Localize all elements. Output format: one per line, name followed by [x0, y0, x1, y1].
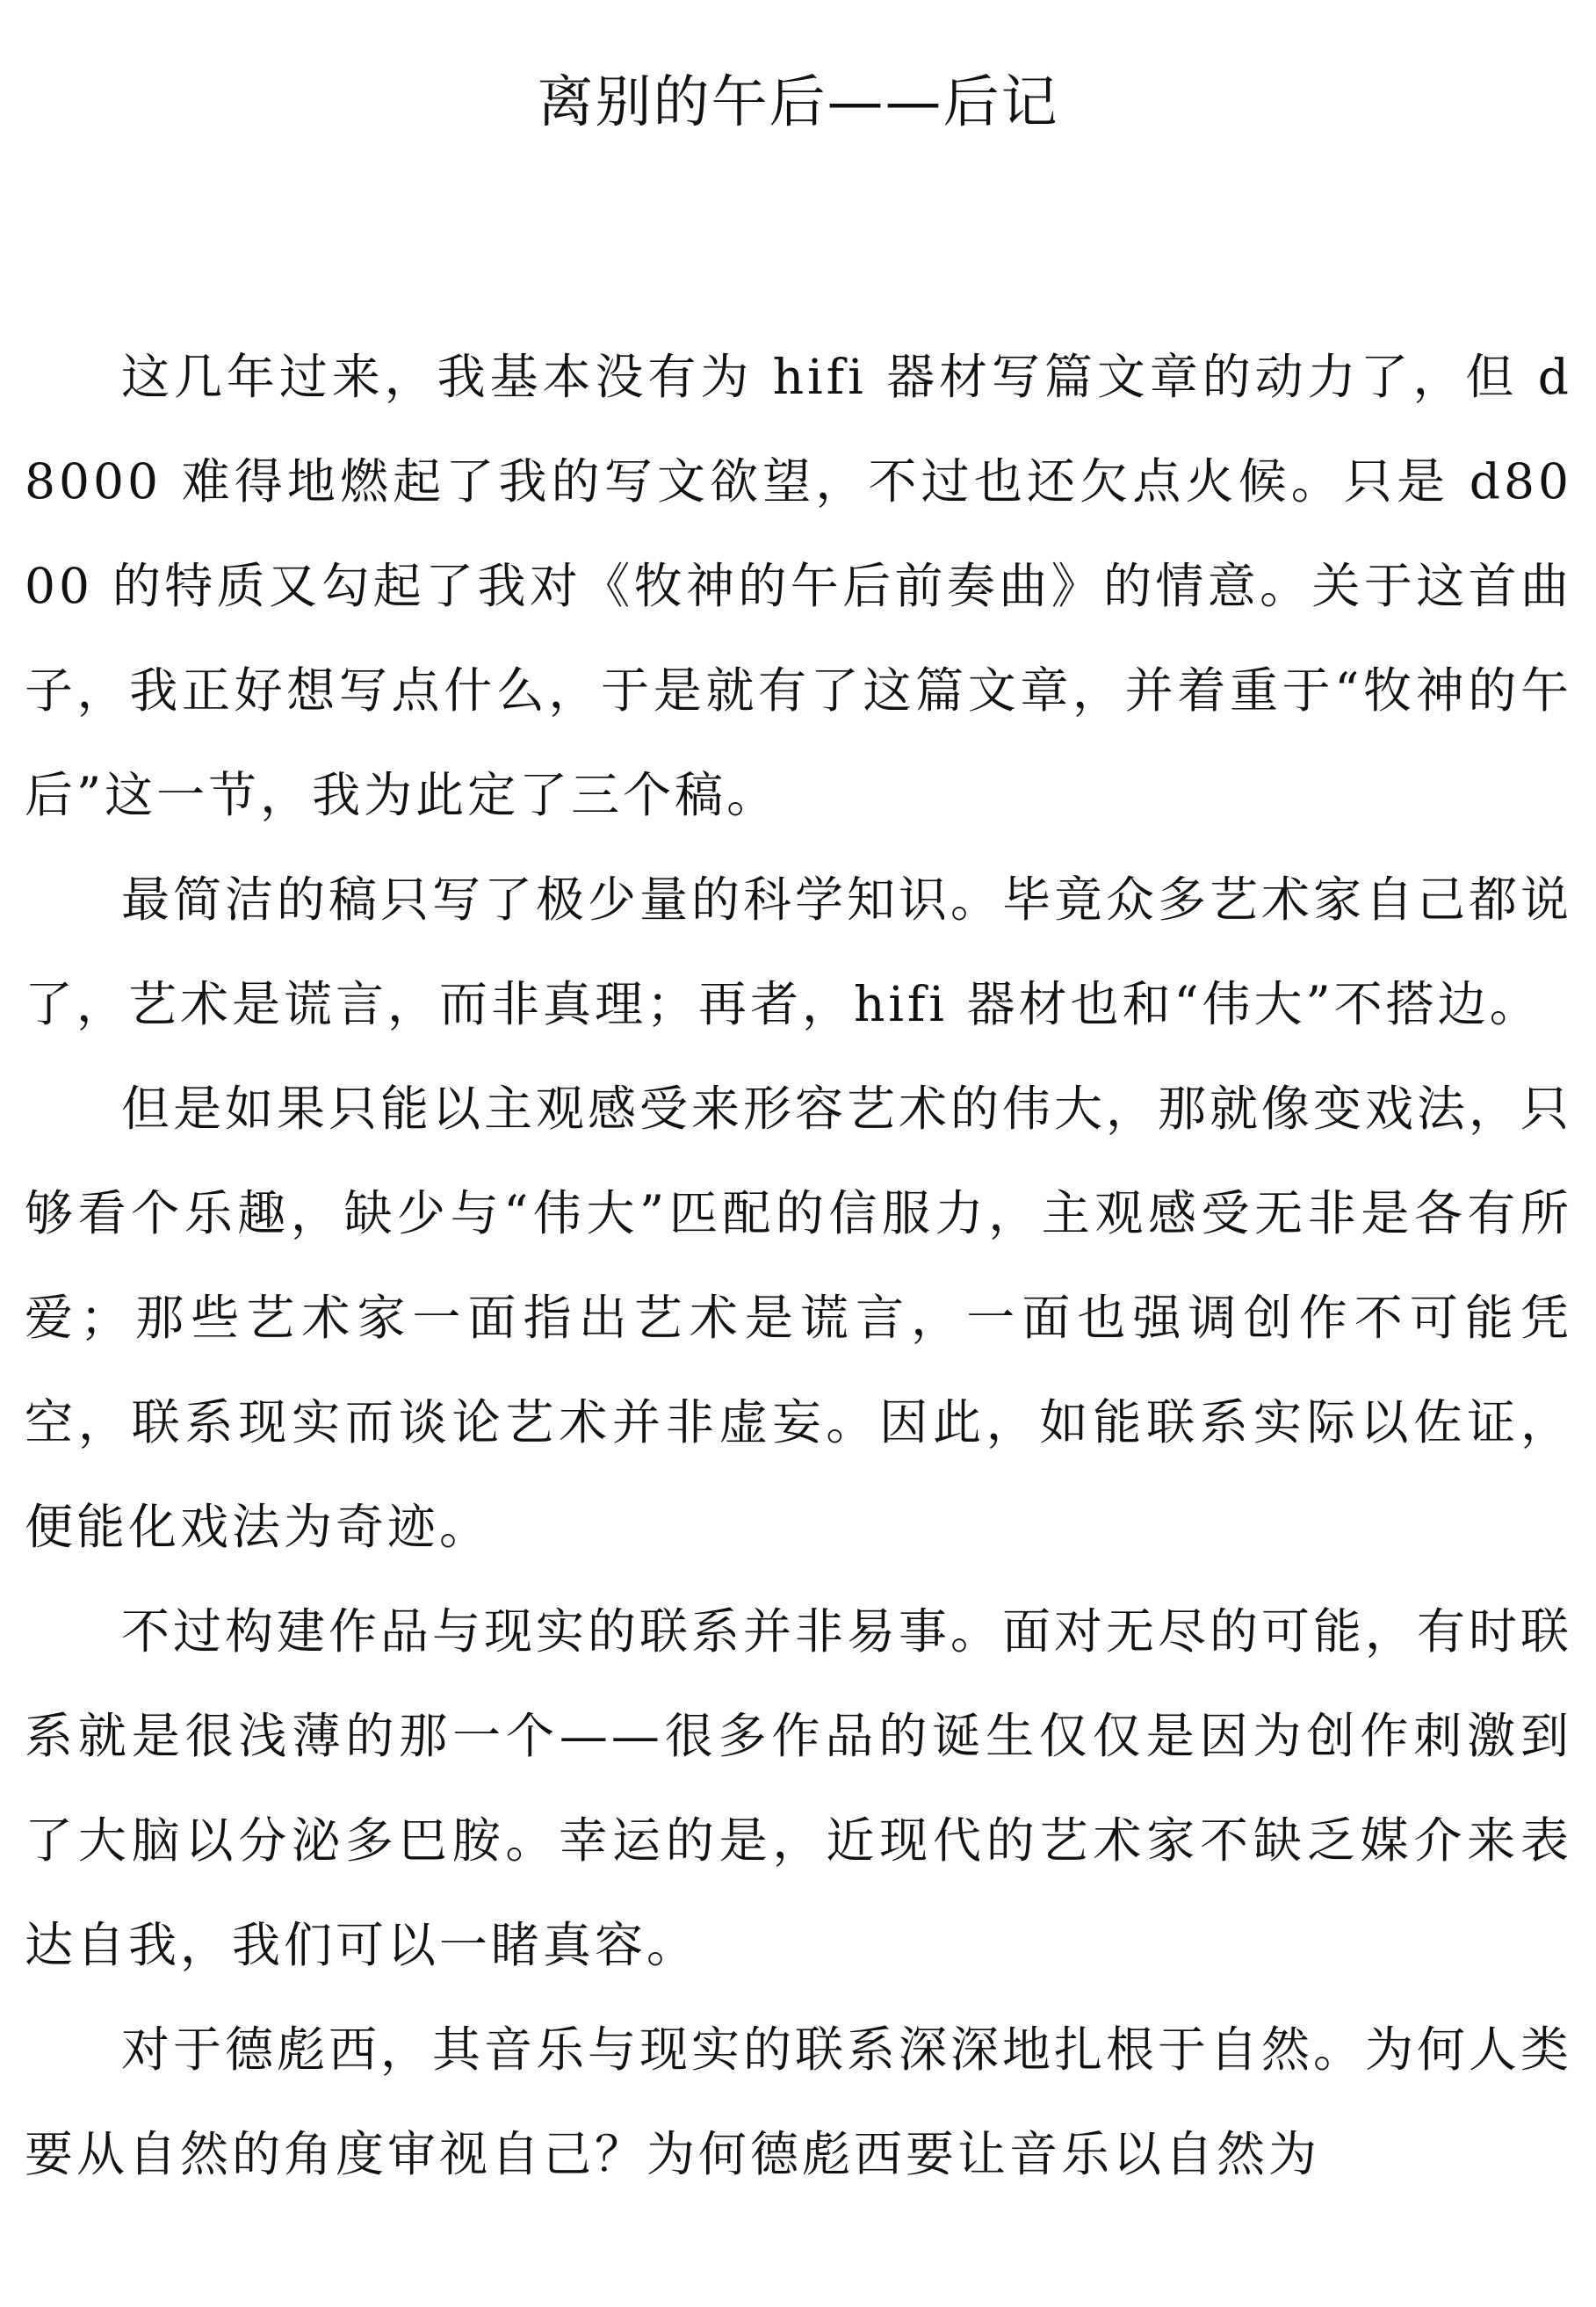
paragraph: 最简洁的稿只写了极少量的科学知识。毕竟众多艺术家自己都说了，艺术是谎言，而非真理；再者，hifi 器材也和“伟大”不搭边。	[25, 871, 1573, 1032]
document-title: 离别的午后——后记	[537, 70, 1059, 135]
paragraph: 不过构建作品与现实的联系并非易事。面对无尽的可能，有时联系就是很浅薄的那一个——很多作品的诞生仅仅是因为创作刺激到了大脑以分泌多巴胺。幸运的是，近现代的艺术家不缺乏媒介来表达自我，我们可以一睹真容。	[25, 1603, 1573, 1973]
paragraph: 对于德彪西，其音乐与现实的联系深深地扎根于自然。为何人类要从自然的角度审视自己？为何德彪西要让音乐以自然为	[25, 2021, 1573, 2182]
document-body	[25, 325, 1572, 2207]
paragraph: 这几年过来，我基本没有为 hifi 器材写篇文章的动力了，但 d8000 难得地燃起了我的写文欲望，不过也还欠点火候。只是 d8000 的特质又勾起了我对《牧神的午后前奏曲》的情意。关于这首曲子，我正好想写点什么，于是就有了这篇文章，并着重于“牧神的午后”这一节，我为此定了三个稿。	[25, 349, 1572, 823]
paragraph: 但是如果只能以主观感受来形容艺术的伟大，那就像变戏法，只够看个乐趣，缺少与“伟大”匹配的信服力，主观感受无非是各有所爱；那些艺术家一面指出艺术是谎言，一面也强调创作不可能凭空，联系现实而谈论艺术并非虚妄。因此，如能联系实际以佐证，便能化戏法为奇迹。	[25, 1081, 1573, 1555]
